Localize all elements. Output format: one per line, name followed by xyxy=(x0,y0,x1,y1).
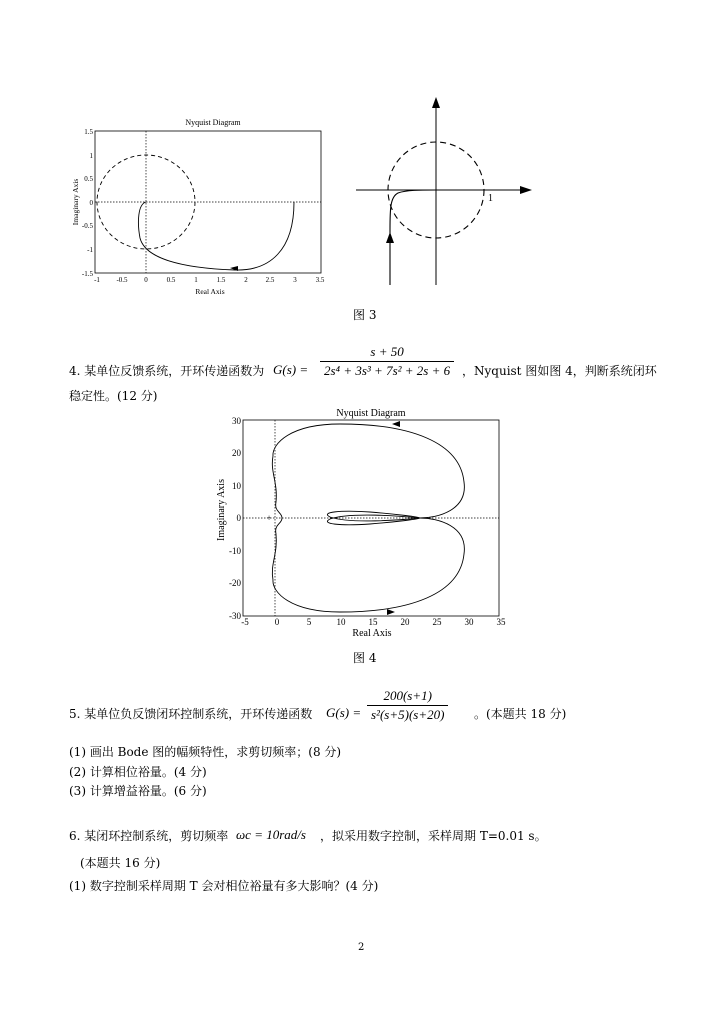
q5-prefix: 5. 某单位负反馈闭环控制系统，开环传递函数 xyxy=(69,707,313,721)
xtick: 1 xyxy=(194,276,198,284)
xtick: 2 xyxy=(244,276,248,284)
fig3-caption: 图 3 xyxy=(353,308,377,322)
fig3-left-ylabel: Imaginary Axis xyxy=(71,178,80,226)
q4-g-label: G(s) = xyxy=(273,362,309,377)
fig4-title: Nyquist Diagram xyxy=(336,408,406,419)
arrow-top xyxy=(392,421,400,427)
q6-omega: ωc = 10rad/s xyxy=(236,827,306,842)
xtick: 3 xyxy=(293,276,297,284)
ytick: -10 xyxy=(229,546,241,556)
q5-item-3: (3) 计算增益裕量。(6 分) xyxy=(69,784,207,798)
xtick: -1 xyxy=(94,276,100,284)
xtick: 35 xyxy=(496,617,506,627)
fig4-nyquist-plot xyxy=(210,402,515,642)
q5-item-1: (1) 画出 Bode 图的幅频特性，求剪切频率；(8 分) xyxy=(69,745,342,759)
x-axis-arrow xyxy=(520,186,532,194)
q5-suffix: 。(本题共 18 分) xyxy=(474,707,567,721)
arrow-bottom xyxy=(387,609,395,615)
q5-denominator: s²(s+5)(s+20) xyxy=(371,707,445,722)
q4-prefix: 4. 某单位反馈系统，开环传递函数为 xyxy=(69,364,265,378)
fig3-left-title: Nyquist Diagram xyxy=(185,118,241,127)
critical-point-marker: + xyxy=(266,513,272,523)
q4-transfer-function xyxy=(320,344,454,379)
q4-suffix: ，Nyquist 图如图 4，判断系统闭环 xyxy=(462,364,657,378)
q4-numerator: s + 50 xyxy=(370,344,404,359)
ytick: 20 xyxy=(232,448,241,458)
fig4-yticks xyxy=(229,416,242,621)
q6-prefix: 6. 某闭环控制系统，剪切频率 xyxy=(69,829,229,843)
ytick: 1 xyxy=(89,152,93,160)
q5-transfer-function xyxy=(367,688,448,723)
xtick: 0 xyxy=(274,617,280,627)
xtick: 5 xyxy=(306,617,312,627)
q5-g-label: G(s) = xyxy=(326,705,362,720)
unit-label: 1 xyxy=(488,193,493,204)
xtick: 3.5 xyxy=(315,276,325,284)
xtick: 20 xyxy=(400,617,410,627)
q5-item-2: (2) 计算相位裕量。(4 分) xyxy=(69,765,207,779)
q6-item-1: (1) 数字控制采样周期 T 会对相位裕量有多大影响？(4 分) xyxy=(69,879,379,893)
direction-arrow xyxy=(386,232,394,243)
fig3-left-nyquist-plot xyxy=(70,110,340,300)
q6-score: (本题共 16 分) xyxy=(80,856,161,870)
xtick: 2.5 xyxy=(265,276,275,284)
xtick: -0.5 xyxy=(116,276,128,284)
q4-line2: 稳定性。(12 分) xyxy=(69,389,158,403)
ytick: -1.5 xyxy=(81,270,93,278)
q6-suffix: ，拟采用数字控制，采样周期 T=0.01 s。 xyxy=(320,829,547,843)
ytick: -1 xyxy=(87,246,93,254)
xtick: 0 xyxy=(144,276,148,284)
ytick: 10 xyxy=(232,481,241,491)
page-number: 2 xyxy=(358,942,365,953)
y-axis-arrow xyxy=(432,97,440,108)
nyquist-curve-upper-inner xyxy=(272,456,282,518)
ytick: 0.5 xyxy=(84,175,93,183)
nyquist-curve-lower-inner xyxy=(272,518,282,580)
xtick: 10 xyxy=(336,617,346,627)
xtick: 30 xyxy=(464,617,474,627)
xtick: -5 xyxy=(241,617,249,627)
q5-numerator: 200(s+1) xyxy=(383,688,432,703)
nyquist-curve-upper xyxy=(273,424,464,521)
fig4-xticks xyxy=(241,617,506,627)
xtick: 0.5 xyxy=(166,276,176,284)
ytick: -20 xyxy=(229,578,241,588)
ytick: 0 xyxy=(236,513,241,523)
xtick: 1.5 xyxy=(216,276,226,284)
fig4-xlabel: Real Axis xyxy=(352,628,392,639)
fig3-right-sketch xyxy=(350,95,540,290)
q4-denominator: 2s⁴ + 3s³ + 7s² + 2s + 6 xyxy=(324,363,451,378)
nyquist-curve-lower xyxy=(273,515,464,612)
fig4-ylabel: Imaginary Axis xyxy=(216,479,227,541)
fig3-left-xticks xyxy=(94,276,325,284)
nyquist-curve xyxy=(138,202,294,270)
xtick: 15 xyxy=(368,617,378,627)
ytick: 1.5 xyxy=(84,128,93,136)
fig4-caption: 图 4 xyxy=(353,651,377,665)
fig3-left-yticks xyxy=(82,128,94,278)
xtick: 25 xyxy=(432,617,442,627)
fig3-left-xlabel: Real Axis xyxy=(195,287,225,296)
ytick: -0.5 xyxy=(81,222,93,230)
ytick: 0 xyxy=(89,199,93,207)
ytick: 30 xyxy=(232,416,241,426)
ytick: -30 xyxy=(229,611,241,621)
